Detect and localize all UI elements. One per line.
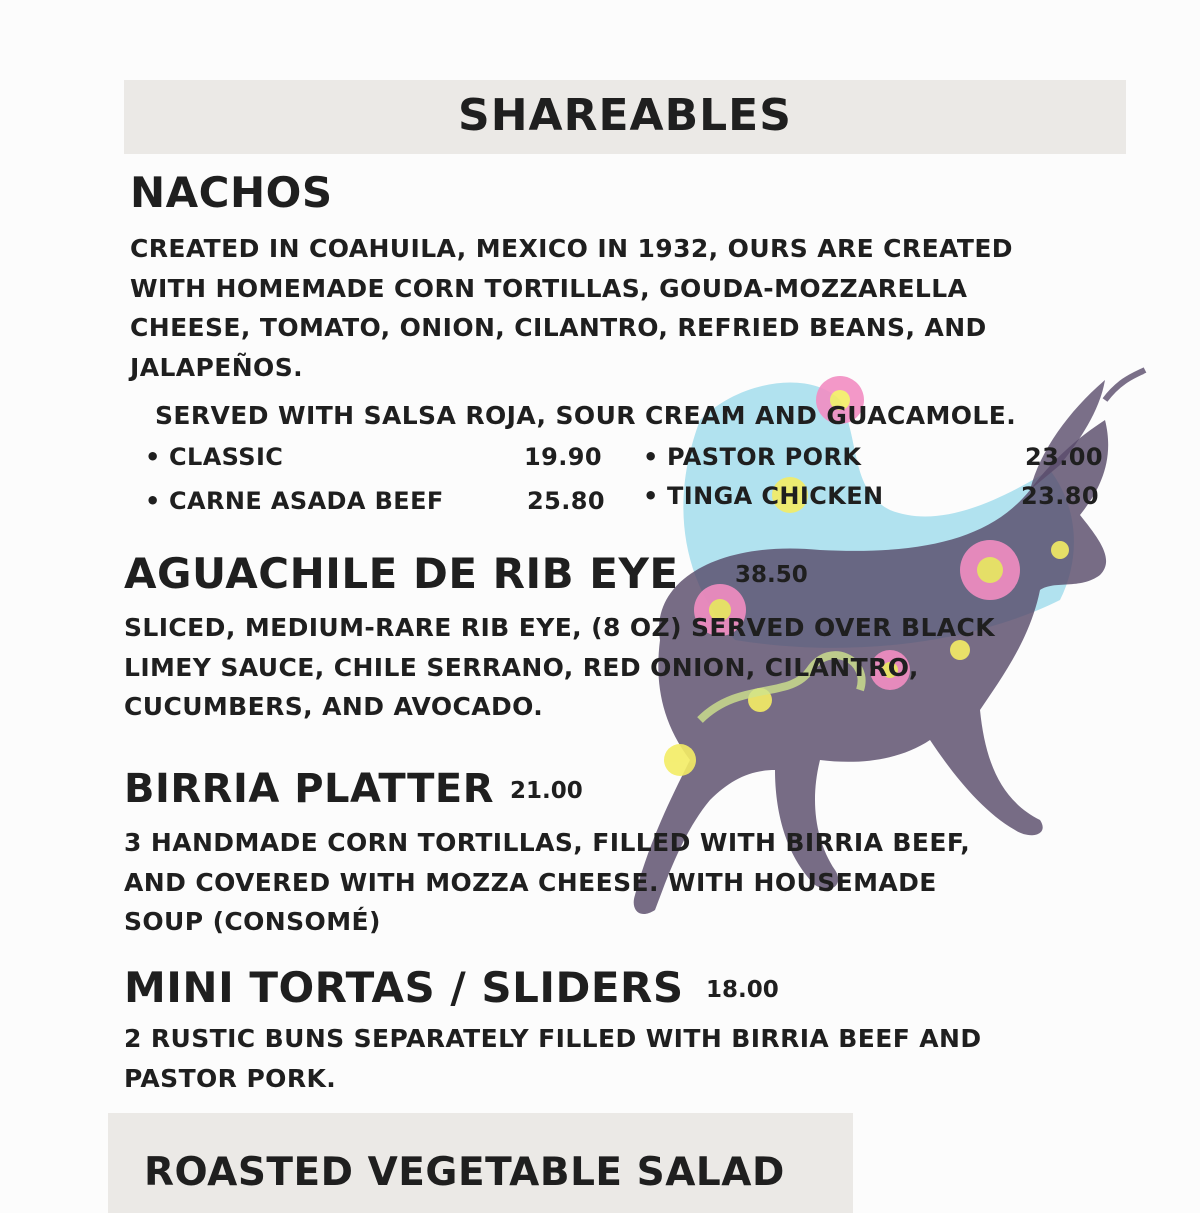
- item-desc-tortas: 2 RUSTIC BUNS SEPARATELY FILLED WITH BIRRIA BEEF AND PASTOR PORK.: [124, 1024, 982, 1093]
- price-birria: 21.00: [510, 778, 583, 804]
- item-title-aguachile: AGUACHILE DE RIB EYE: [124, 549, 679, 598]
- option-pastor-pork: • PASTOR PORK: [643, 443, 862, 471]
- option-carne-asada: • CARNE ASADA BEEF: [145, 487, 444, 515]
- option-classic: • CLASSIC: [145, 443, 284, 471]
- price-pastor-pork: 23.00: [1025, 443, 1103, 471]
- price-tinga-chicken: 23.80: [1021, 482, 1099, 510]
- price-carne-asada: 25.80: [527, 487, 605, 515]
- item-desc-aguachile: SLICED, MEDIUM-RARE RIB EYE, (8 OZ) SERVED OVER BLACK LIMEY SAUCE, CHILE SERRANO, RED ONION, CILANTRO, CUCUMBERS, AND AVOCADO.: [124, 613, 996, 721]
- next-section-title: ROASTED VEGETABLE SALAD: [144, 1150, 785, 1195]
- price-aguachile: 38.50: [735, 562, 808, 588]
- nachos-served-with: SERVED WITH SALSA ROJA, SOUR CREAM AND GUACAMOLE.: [155, 401, 1017, 430]
- item-desc-nachos: CREATED IN COAHUILA, MEXICO IN 1932, OURS ARE CREATED WITH HOMEMADE CORN TORTILLAS, GOUDA-MOZZARELLA CHEESE, TOMATO, ONION, CILANTRO, REFRIED BEANS, AND JALAPEÑOS.: [130, 234, 1013, 382]
- price-tortas: 18.00: [706, 977, 779, 1003]
- item-title-tortas: MINI TORTAS / SLIDERS: [124, 963, 684, 1012]
- item-desc-birria: 3 HANDMADE CORN TORTILLAS, FILLED WITH BIRRIA BEEF, AND COVERED WITH MOZZA CHEESE. WITH HOUSEMADE SOUP (CONSOMÉ): [124, 828, 971, 936]
- option-tinga-chicken: • TINGA CHICKEN: [643, 482, 884, 510]
- section-title: SHAREABLES: [458, 90, 792, 141]
- item-title-birria: BIRRIA PLATTER: [124, 766, 495, 812]
- item-title-nachos: NACHOS: [130, 168, 333, 217]
- price-classic: 19.90: [524, 443, 602, 471]
